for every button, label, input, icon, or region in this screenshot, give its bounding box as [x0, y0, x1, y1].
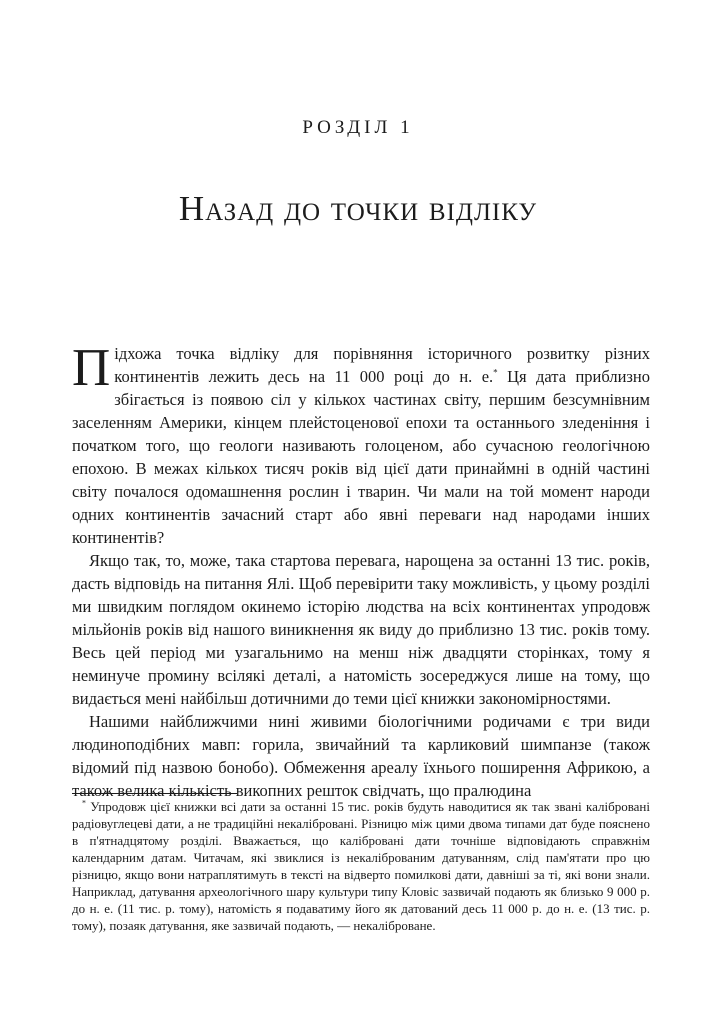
drop-cap: П — [72, 339, 111, 397]
footnote-paragraph — [72, 798, 650, 934]
chapter-title: Назад до точки відліку — [178, 189, 538, 228]
paragraph-1-text-b: Ця дата приблизно збігається із появою сіл у кількох частинах світу, першим безсумнівним заселенням Америки, кінцем плейстоценової епохи та останнього зледеніння і початком того, що геологи називають голоценом, або сучасною геологічною епохою. В межах кількох тисяч років від цієї дати принаймні в одній частині світу почалося одомашнення рослин і тварин. Чи мали на той момент народи одних континентів зачасний старт або явні переваги над народами інших континентів? — [72, 367, 650, 547]
body-text — [72, 339, 650, 802]
footnote-reference-mark[interactable]: * — [493, 367, 498, 378]
paragraph-3: Нашими найближчими нині живими біологічними родичами є три види людиноподібних мавп: горила, звичайний та карликовий шимпанзе (також відомий під назвою бонобо). Обмеження ареалу їхнього поширення Африкою, а також велика кількість викопних решток свідчать, що пралюдина — [72, 712, 650, 800]
footnote-text: Упродовж цієї книжки всі дати за останні 15 тис. років будуть наводитися як так звані калібровані радіовуглецеві дати, а не традиційні некалібровані. Різницю між цими двома типами дат буде пояснено в п'ятнадцятому розділі. Вважається, що калібровані дати точніше відповідають справжнім календарним датам. Читачам, які звиклися із некаліброваним датуванням, слід пам'ятати про цю різницю, якщо вони натраплятимуть в тексті на відверто помилкові дати, давніші за ті, які вони знали. Наприклад, датування археологічного шару культури типу Кловіс зазвичай подають як близько 9 000 р. до н. е. (11 тис. р. тому), натомість я подаватиму його як датований десь 11 000 р. до н. е. (13 тис. р. тому), позаяк датування, яке зазвичай подають, — некаліброване. — [72, 799, 650, 933]
chapter-number: РОЗДІЛ 1 — [302, 117, 414, 138]
footnote-divider — [72, 793, 237, 794]
paragraph-1-text-a: ідхожа точка відліку для порівняння історичного розвитку різних континентів лежить десь на 11 000 році до н. е. — [114, 344, 650, 386]
paragraph-1 — [72, 339, 650, 549]
footnote — [72, 798, 650, 934]
paragraph-2: Якщо так, то, може, така стартова перевага, нарощена за останні 13 тис. років, дасть відповідь на питання Ялі. Щоб перевірити таку можливість, у цьому розділі ми швидким поглядом окинемо історію людства на всіх континентах упродовж мільйонів років від нашого виникнення як виду до приблизно 13 тис. років тому. Весь цей період ми узагальнимо на менш ніж двадцяти сторінках, тому я неминуче промину всілякі деталі, а натомість зосереджуся лише на тому, що видається мені найбільш дотичними до теми цієї книжки закономірностями. — [72, 551, 650, 708]
footnote-mark: * — [82, 798, 86, 808]
